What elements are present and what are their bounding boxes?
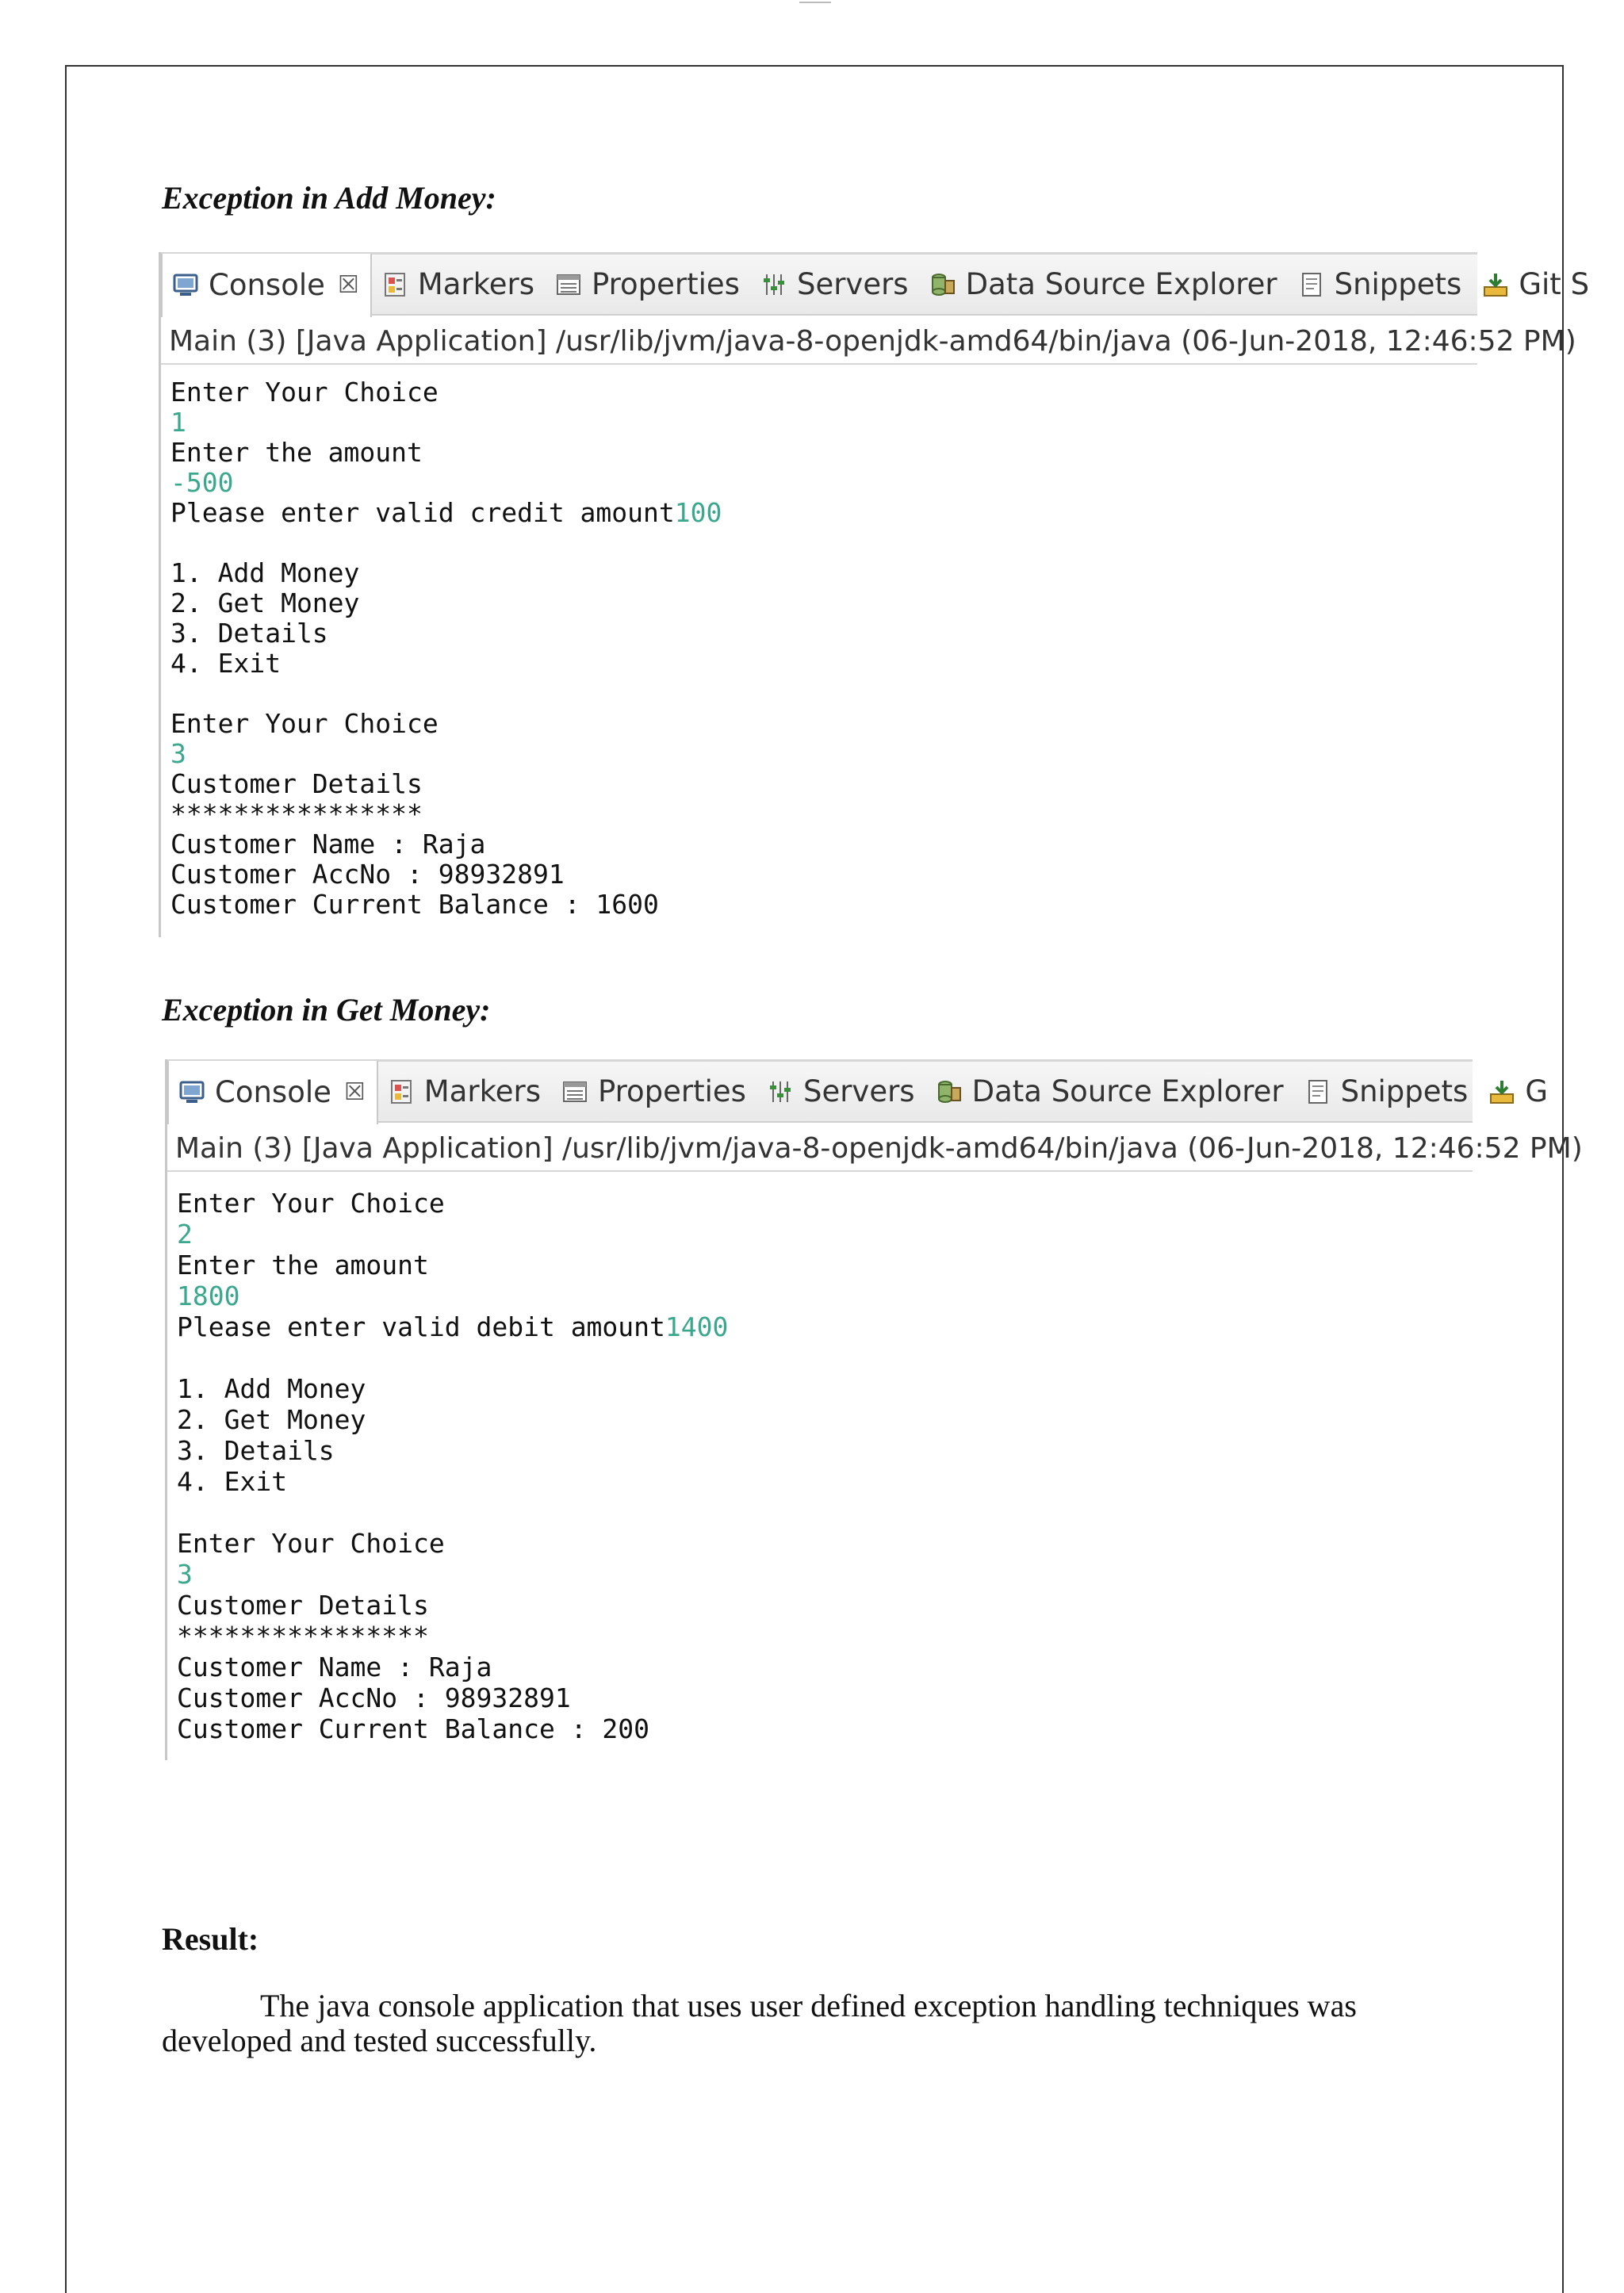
- console-line: [170, 558, 722, 588]
- console-line: [170, 528, 722, 558]
- tab-g[interactable]: [1479, 1061, 1559, 1123]
- console-line: [170, 498, 722, 528]
- console-user-input: 1400: [665, 1311, 729, 1342]
- result-paragraph: The java console application that uses user defined exception handling techniques was developed and tested successfully.: [162, 1988, 1357, 2058]
- console-line-text: 3. Details: [170, 618, 328, 649]
- console-line: [177, 1682, 728, 1713]
- tab-label: Snippets: [1334, 267, 1462, 301]
- console-line-text: Customer Current Balance : 1600: [170, 889, 659, 920]
- console-line-text: 2. Get Money: [177, 1404, 366, 1435]
- console-line-text: Please enter valid credit amount: [170, 497, 675, 528]
- console-user-input: 3: [170, 738, 186, 769]
- markers-icon: [388, 1078, 415, 1105]
- console-line-text: ****************: [170, 798, 423, 829]
- console-user-input: 2: [177, 1219, 193, 1250]
- console-user-input: 1: [170, 407, 186, 438]
- console-line-text: ****************: [177, 1621, 429, 1652]
- git-icon: [1482, 271, 1509, 298]
- snippets-icon: [1298, 271, 1325, 298]
- status-divider: [161, 363, 1477, 365]
- console-line: [170, 377, 722, 408]
- tab-label: Properties: [597, 1074, 746, 1108]
- tab-label: Console: [209, 268, 325, 302]
- console-line: [170, 799, 722, 829]
- console-line-text: Enter Your Choice: [170, 708, 439, 739]
- console-icon: [178, 1079, 205, 1106]
- console-line-text: Enter Your Choice: [177, 1528, 445, 1559]
- console-line: [177, 1250, 728, 1280]
- console-line-text: Customer AccNo : 98932891: [170, 859, 565, 890]
- tab-label: Markers: [423, 1074, 541, 1108]
- console-line: [177, 1188, 728, 1219]
- console-line-text: 4. Exit: [177, 1466, 288, 1497]
- tab-label: Markers: [417, 267, 534, 301]
- console-line: [177, 1590, 728, 1621]
- servers-icon: [767, 1078, 794, 1105]
- tab-data-source-explorer[interactable]: [920, 254, 1289, 316]
- properties-icon: [561, 1078, 588, 1105]
- tab-label: G: [1525, 1074, 1549, 1108]
- console-line: [170, 408, 722, 438]
- console-line: [177, 1621, 728, 1652]
- console-line-text: 1. Add Money: [170, 557, 360, 588]
- console-line-text: Customer Details: [177, 1590, 429, 1621]
- console-line: [177, 1652, 728, 1682]
- console-line: [170, 438, 722, 468]
- console-line: [177, 1311, 728, 1342]
- console-line: [177, 1280, 728, 1311]
- section-heading-get-money: Exception in Get Money:: [162, 992, 491, 1028]
- console-output: [177, 1188, 728, 1744]
- console-line-text: 1. Add Money: [177, 1373, 366, 1404]
- console-line: [177, 1342, 728, 1373]
- tab-label: Data Source Explorer: [971, 1074, 1284, 1108]
- tab-git-s[interactable]: [1473, 254, 1600, 316]
- console-line: [170, 468, 722, 498]
- tab-snippets[interactable]: [1289, 254, 1473, 316]
- console-line: [177, 1528, 728, 1559]
- tab-data-source-explorer[interactable]: [926, 1061, 1295, 1123]
- console-line: [177, 1713, 728, 1744]
- section-heading-add-money: Exception in Add Money:: [162, 180, 496, 216]
- data-source-icon: [936, 1078, 963, 1105]
- tab-servers[interactable]: [757, 1061, 926, 1123]
- console-line-text: 3. Details: [177, 1435, 335, 1466]
- console-line: [177, 1404, 728, 1435]
- console-line-text: Enter the amount: [170, 437, 423, 468]
- console-line-text: Enter the amount: [177, 1250, 429, 1280]
- console-line-text: Enter Your Choice: [177, 1188, 445, 1219]
- tab-label: Servers: [796, 267, 909, 301]
- console-view-get-money: [165, 1059, 1583, 1760]
- console-line: [177, 1466, 728, 1497]
- tab-label: Servers: [802, 1074, 915, 1108]
- console-line-text: Enter Your Choice: [170, 377, 439, 408]
- console-line-text: Customer Name : Raja: [177, 1652, 492, 1682]
- view-tab-bar: [167, 1059, 1549, 1123]
- console-line-text: Customer Current Balance : 200: [177, 1713, 650, 1744]
- console-output: [170, 377, 722, 920]
- console-line: [170, 769, 722, 799]
- close-tab-icon[interactable]: ☒: [343, 1078, 366, 1106]
- console-line: [177, 1373, 728, 1404]
- view-tab-bar: [161, 252, 1590, 316]
- tab-markers[interactable]: [378, 1061, 552, 1123]
- console-line: [177, 1435, 728, 1466]
- page-top-mark: [799, 2, 831, 3]
- console-line-text: Customer Details: [170, 768, 423, 799]
- tab-servers[interactable]: [751, 254, 920, 316]
- console-status-line: Main (3) [Java Application] /usr/lib/jvm/java-8-openjdk-amd64/bin/java (06-Jun-2018, 12:46:52 PM): [169, 325, 1576, 358]
- console-line: [170, 739, 722, 769]
- console-line-text: 4. Exit: [170, 648, 282, 679]
- console-icon: [172, 272, 199, 299]
- console-status-line: Main (3) [Java Application] /usr/lib/jvm/java-8-openjdk-amd64/bin/java (06-Jun-2018, 12:46:52 PM): [175, 1132, 1583, 1165]
- tab-properties[interactable]: [546, 254, 751, 316]
- console-line: [170, 709, 722, 739]
- console-line: [170, 649, 722, 679]
- console-line: [170, 618, 722, 649]
- close-tab-icon[interactable]: ☒: [337, 271, 359, 299]
- console-line: [170, 588, 722, 618]
- console-line: [170, 890, 722, 920]
- console-user-input: 3: [177, 1559, 193, 1590]
- console-user-input: -500: [170, 467, 234, 498]
- console-user-input: 100: [674, 497, 722, 528]
- tab-label: Data Source Explorer: [965, 267, 1277, 301]
- console-line: [177, 1559, 728, 1590]
- console-line: [170, 859, 722, 890]
- console-line-text: Please enter valid debit amount: [177, 1311, 665, 1342]
- tab-properties[interactable]: [552, 1061, 757, 1123]
- console-line: [170, 679, 722, 709]
- console-line: [177, 1497, 728, 1528]
- status-divider: [167, 1170, 1473, 1172]
- tab-label: Properties: [591, 267, 740, 301]
- console-line-text: Customer Name : Raja: [170, 829, 486, 859]
- markers-icon: [381, 271, 408, 298]
- console-line-text: Customer AccNo : 98932891: [177, 1682, 571, 1713]
- result-heading: Result:: [162, 1921, 259, 1957]
- tab-label: Git S: [1519, 267, 1590, 301]
- console-line: [170, 829, 722, 859]
- console-view-add-money: [159, 252, 1590, 937]
- tab-markers[interactable]: [372, 254, 546, 316]
- console-line: [177, 1219, 728, 1250]
- servers-icon: [760, 271, 787, 298]
- console-user-input: 1800: [177, 1280, 240, 1311]
- tab-label: Console: [215, 1075, 331, 1109]
- tab-snippets[interactable]: [1295, 1061, 1480, 1123]
- tab-console[interactable]: [161, 254, 372, 317]
- console-line-text: 2. Get Money: [170, 588, 360, 618]
- tab-console[interactable]: [167, 1061, 378, 1124]
- properties-icon: [555, 271, 582, 298]
- git-icon: [1488, 1078, 1515, 1105]
- data-source-icon: [929, 271, 956, 298]
- tab-label: Snippets: [1340, 1074, 1469, 1108]
- snippets-icon: [1304, 1078, 1331, 1105]
